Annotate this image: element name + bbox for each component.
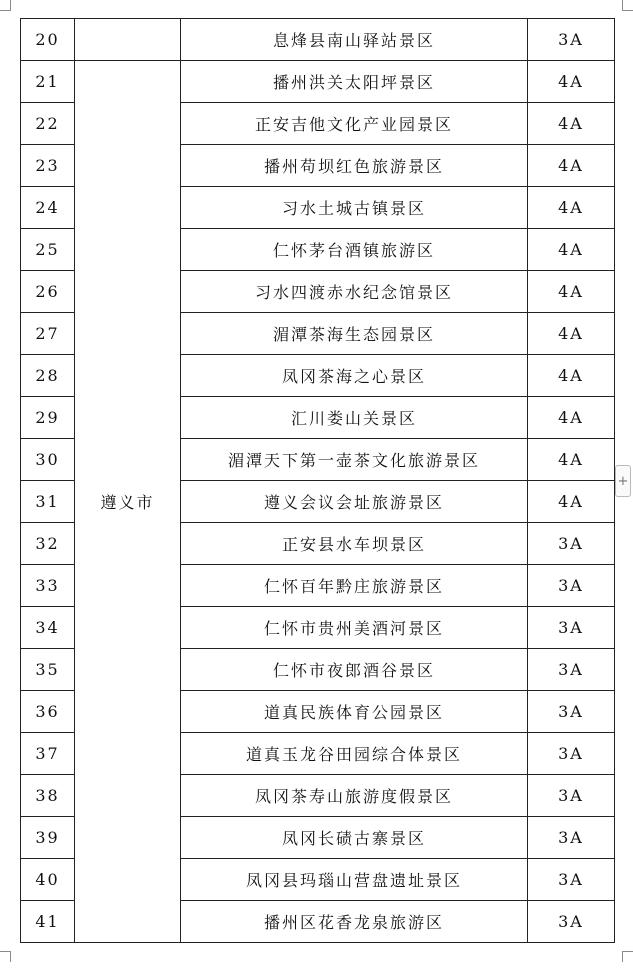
scenic-area-name-cell: 凤冈长碛古寨景区: [181, 817, 528, 859]
row-number-cell: 26: [21, 271, 75, 313]
rating-level-cell: 4A: [528, 439, 615, 481]
rating-level-cell: 4A: [528, 103, 615, 145]
page-corner-mark: [622, 0, 633, 11]
scenic-area-name-cell: 正安吉他文化产业园景区: [181, 103, 528, 145]
scenic-area-name-cell: 湄潭天下第一壶茶文化旅游景区: [181, 439, 528, 481]
row-number-cell: 32: [21, 523, 75, 565]
row-number-cell: 29: [21, 397, 75, 439]
page-corner-mark: [0, 0, 11, 11]
add-row-button[interactable]: [615, 465, 631, 497]
page-corner-mark: [622, 951, 633, 962]
scenic-area-name-cell: 播州区花香龙泉旅游区: [181, 901, 528, 943]
row-number-cell: 35: [21, 649, 75, 691]
scenic-area-name-cell: 习水四渡赤水纪念馆景区: [181, 271, 528, 313]
rating-level-cell: 4A: [528, 187, 615, 229]
rating-level-cell: 3A: [528, 733, 615, 775]
rating-level-cell: 4A: [528, 397, 615, 439]
scenic-area-name-cell: 仁怀市夜郎酒谷景区: [181, 649, 528, 691]
rating-level-cell: 4A: [528, 61, 615, 103]
rating-level-cell: 3A: [528, 817, 615, 859]
row-number-cell: 36: [21, 691, 75, 733]
rating-level-cell: 4A: [528, 481, 615, 523]
scenic-area-name-cell: 仁怀百年黔庄旅游景区: [181, 565, 528, 607]
scenic-area-name-cell: 习水土城古镇景区: [181, 187, 528, 229]
rating-level-cell: 3A: [528, 523, 615, 565]
row-number-cell: 28: [21, 355, 75, 397]
row-number-cell: 30: [21, 439, 75, 481]
row-number-cell: 39: [21, 817, 75, 859]
row-number-cell: 40: [21, 859, 75, 901]
scenic-area-name-cell: 道真民族体育公园景区: [181, 691, 528, 733]
city-cell-empty: [75, 19, 181, 61]
row-number-cell: 24: [21, 187, 75, 229]
rating-level-cell: 3A: [528, 901, 615, 943]
scenic-area-name-cell: 凤冈茶海之心景区: [181, 355, 528, 397]
rating-level-cell: 4A: [528, 145, 615, 187]
row-number-cell: 31: [21, 481, 75, 523]
row-number-cell: 21: [21, 61, 75, 103]
row-number-cell: 38: [21, 775, 75, 817]
plus-icon: +: [617, 474, 629, 489]
row-number-cell: 20: [21, 19, 75, 61]
rating-level-cell: 3A: [528, 649, 615, 691]
rating-level-cell: 3A: [528, 775, 615, 817]
scenic-area-name-cell: 凤冈茶寿山旅游度假景区: [181, 775, 528, 817]
scenic-area-table: [20, 18, 615, 943]
scenic-area-name-cell: 正安县水车坝景区: [181, 523, 528, 565]
scenic-area-name-cell: 凤冈县玛瑙山营盘遗址景区: [181, 859, 528, 901]
row-number-cell: 25: [21, 229, 75, 271]
scenic-area-name-cell: 汇川娄山关景区: [181, 397, 528, 439]
table-body: [21, 19, 615, 943]
rating-level-cell: 3A: [528, 859, 615, 901]
scenic-area-name-cell: 遵义会议会址旅游景区: [181, 481, 528, 523]
table-row: [21, 19, 615, 61]
scenic-area-name-cell: 道真玉龙谷田园综合体景区: [181, 733, 528, 775]
row-number-cell: 37: [21, 733, 75, 775]
scenic-area-name-cell: 播州苟坝红色旅游景区: [181, 145, 528, 187]
row-number-cell: 33: [21, 565, 75, 607]
rating-level-cell: 3A: [528, 607, 615, 649]
rating-level-cell: 4A: [528, 229, 615, 271]
row-number-cell: 34: [21, 607, 75, 649]
rating-level-cell: 3A: [528, 691, 615, 733]
scenic-area-name-cell: 息烽县南山驿站景区: [181, 19, 528, 61]
row-number-cell: 27: [21, 313, 75, 355]
scenic-area-name-cell: 湄潭茶海生态园景区: [181, 313, 528, 355]
scenic-area-name-cell: 仁怀茅台酒镇旅游区: [181, 229, 528, 271]
scenic-area-name-cell: 播州洪关太阳坪景区: [181, 61, 528, 103]
rating-level-cell: 4A: [528, 271, 615, 313]
row-number-cell: 22: [21, 103, 75, 145]
rating-level-cell: 4A: [528, 355, 615, 397]
page-corner-mark: [0, 951, 11, 962]
rating-level-cell: 4A: [528, 313, 615, 355]
table-row: [21, 61, 615, 103]
city-cell: 遵义市: [75, 61, 181, 943]
scenic-area-name-cell: 仁怀市贵州美酒河景区: [181, 607, 528, 649]
rating-level-cell: 3A: [528, 565, 615, 607]
rating-level-cell: 3A: [528, 19, 615, 61]
row-number-cell: 41: [21, 901, 75, 943]
row-number-cell: 23: [21, 145, 75, 187]
